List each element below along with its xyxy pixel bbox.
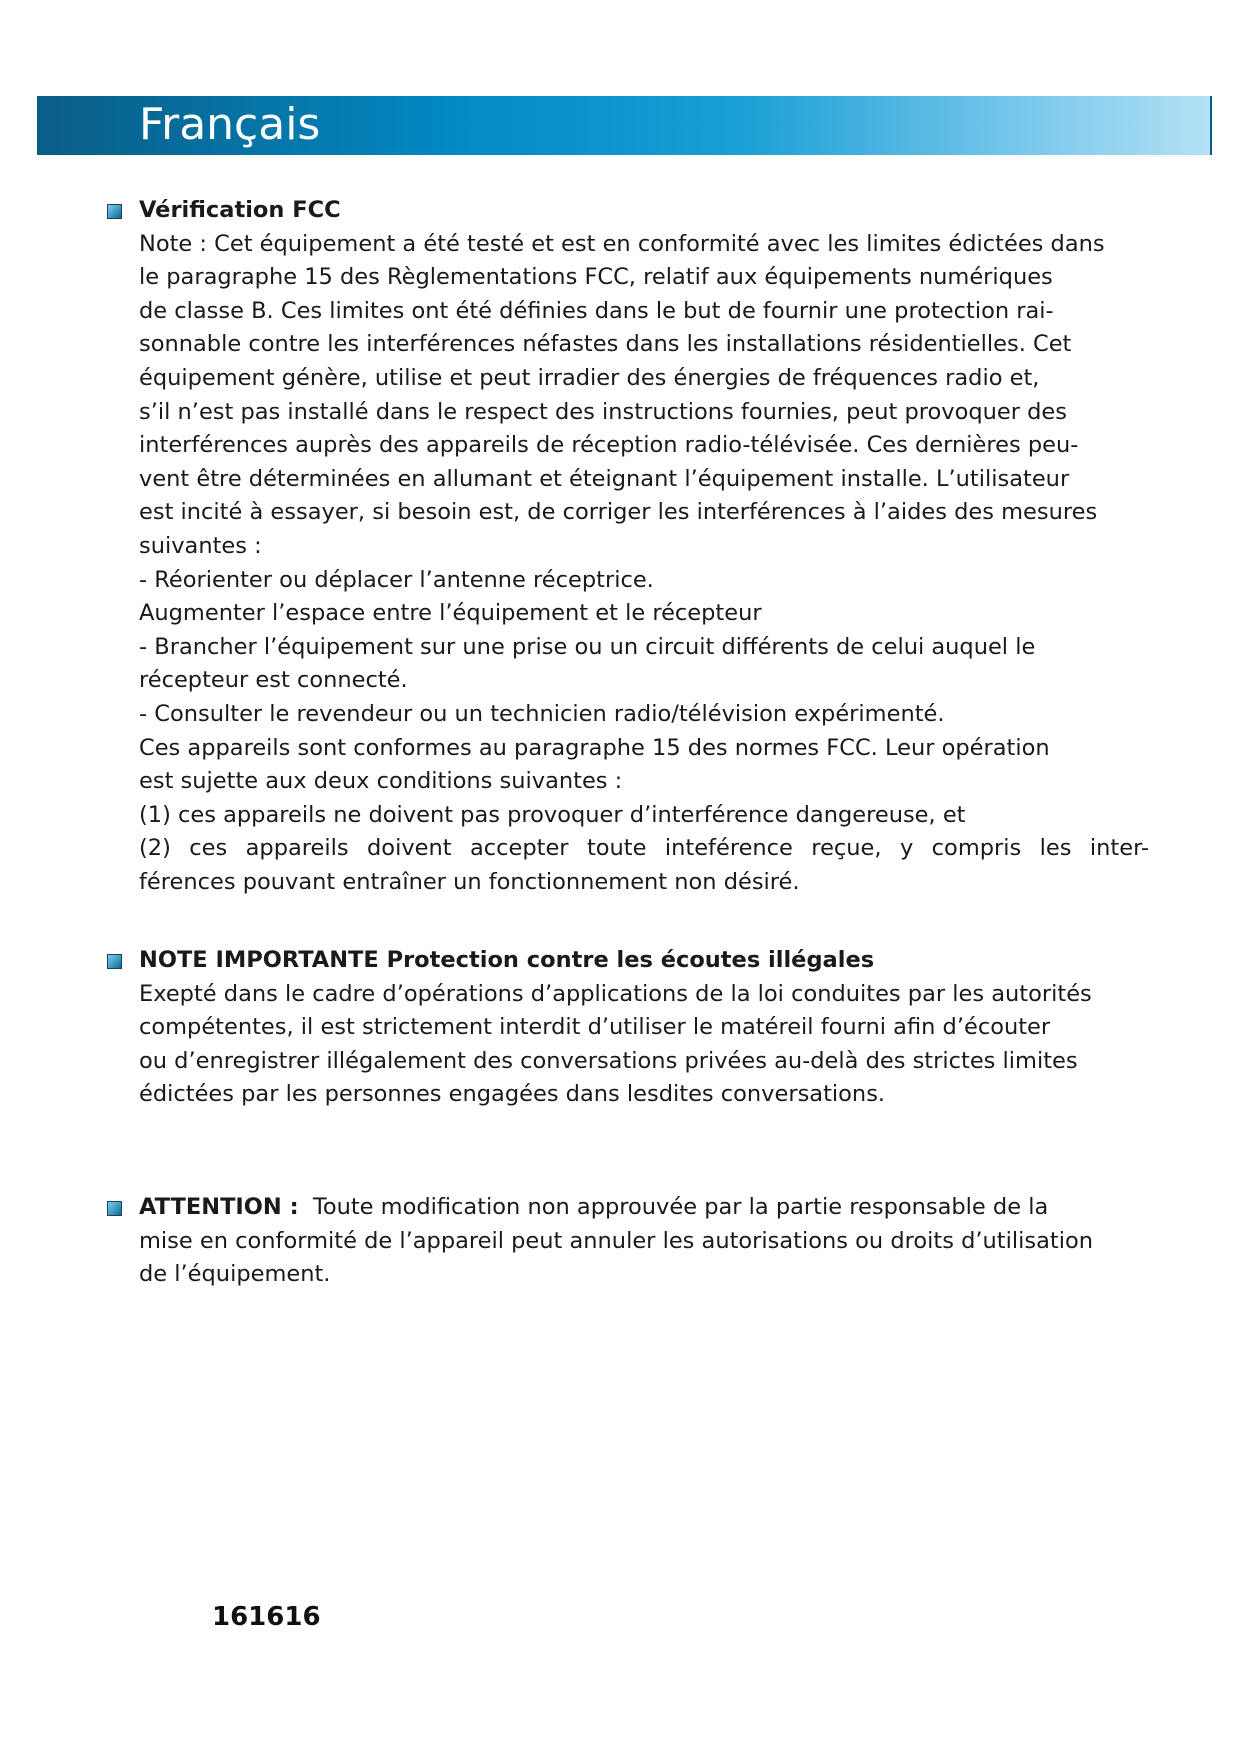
body-text-line: - Réorienter ou déplacer l’antenne réceptrice.	[139, 566, 654, 593]
section-attention	[139, 1191, 1149, 1292]
section-illegal-eavesdropping	[139, 944, 1149, 1112]
section-heading: ATTENTION :	[139, 1194, 299, 1220]
body-text-line: est sujette aux deux conditions suivantes :	[139, 768, 623, 795]
body-text-line: - Brancher l’équipement sur une prise ou un circuit différents de celui auquel le	[139, 633, 1036, 660]
page-number: 161616	[212, 1602, 321, 1632]
language-header-band	[37, 96, 1212, 155]
body-text-line: compétentes, il est strictement interdit d’utiliser le matéreil fourni afin d’écouter	[139, 1014, 1051, 1041]
body-text-line: (2) ces appareils doivent accepter toute inteférence reçue, y compris les inter-	[139, 835, 1149, 862]
body-text-line: le paragraphe 15 des Règlementations FCC, relatif aux équipements numériques	[139, 264, 1053, 291]
body-text-line: ou d’enregistrer illégalement des conversations privées au-delà des strictes limites	[139, 1047, 1078, 1074]
body-text-line: s’il n’est pas installé dans le respect des instructions fournies, peut provoquer des	[139, 398, 1067, 425]
body-text-line: de l’équipement.	[139, 1261, 331, 1288]
square-bullet-icon	[107, 204, 122, 219]
body-text-line: Note : Cet équipement a été testé et est en conformité avec les limites édictées dans	[139, 230, 1105, 257]
body-text-line: sonnable contre les interférences néfastes dans les installations résidentielles. Cet	[139, 331, 1072, 358]
body-text-line: interférences auprès des appareils de réception radio-télévisée. Ces dernières peu-	[139, 432, 1079, 459]
square-bullet-icon	[107, 954, 122, 969]
body-text-line: vent être déterminées en allumant et éteignant l’équipement installe. L’utilisateur	[139, 465, 1070, 492]
body-text-line: récepteur est connecté.	[139, 667, 408, 694]
body-text-line: (1) ces appareils ne doivent pas provoquer d’interférence dangereuse, et	[139, 801, 966, 828]
section-heading: Vérification FCC	[139, 197, 341, 223]
section-heading: NOTE IMPORTANTE Protection contre les écoutes illégales	[139, 947, 875, 973]
section-fcc-verification	[139, 194, 1149, 899]
square-bullet-icon	[107, 1201, 122, 1216]
body-text-line: de classe B. Ces limites ont été définies dans le but de fournir une protection rai-	[139, 297, 1054, 324]
body-text-line: suivantes :	[139, 532, 262, 559]
body-text-line: mise en conformité de l’appareil peut annuler les autorisations ou droits d’utilisation	[139, 1227, 1093, 1254]
body-text-line: Augmenter l’espace entre l’équipement et le récepteur	[139, 600, 762, 627]
body-text-line: - Consulter le revendeur ou un technicien radio/télévision expérimenté.	[139, 700, 945, 727]
body-text-line: équipement génère, utilise et peut irradier des énergies de fréquences radio et,	[139, 364, 1040, 391]
section-heading-continuation: Toute modification non approuvée par la partie responsable de la	[312, 1194, 1049, 1220]
body-text-line: Exepté dans le cadre d’opérations d’applications de la loi conduites par les autorités	[139, 980, 1092, 1007]
body-text-line: est incité à essayer, si besoin est, de corriger les interférences à l’aides des mesures	[139, 499, 1098, 526]
body-text-line: édictées par les personnes engagées dans lesdites conversations.	[139, 1081, 886, 1108]
body-text-line: Ces appareils sont conformes au paragraphe 15 des normes FCC. Leur opération	[139, 734, 1050, 761]
body-text-line: férences pouvant entraîner un fonctionnement non désiré.	[139, 868, 800, 895]
page-title: Français	[139, 99, 321, 150]
